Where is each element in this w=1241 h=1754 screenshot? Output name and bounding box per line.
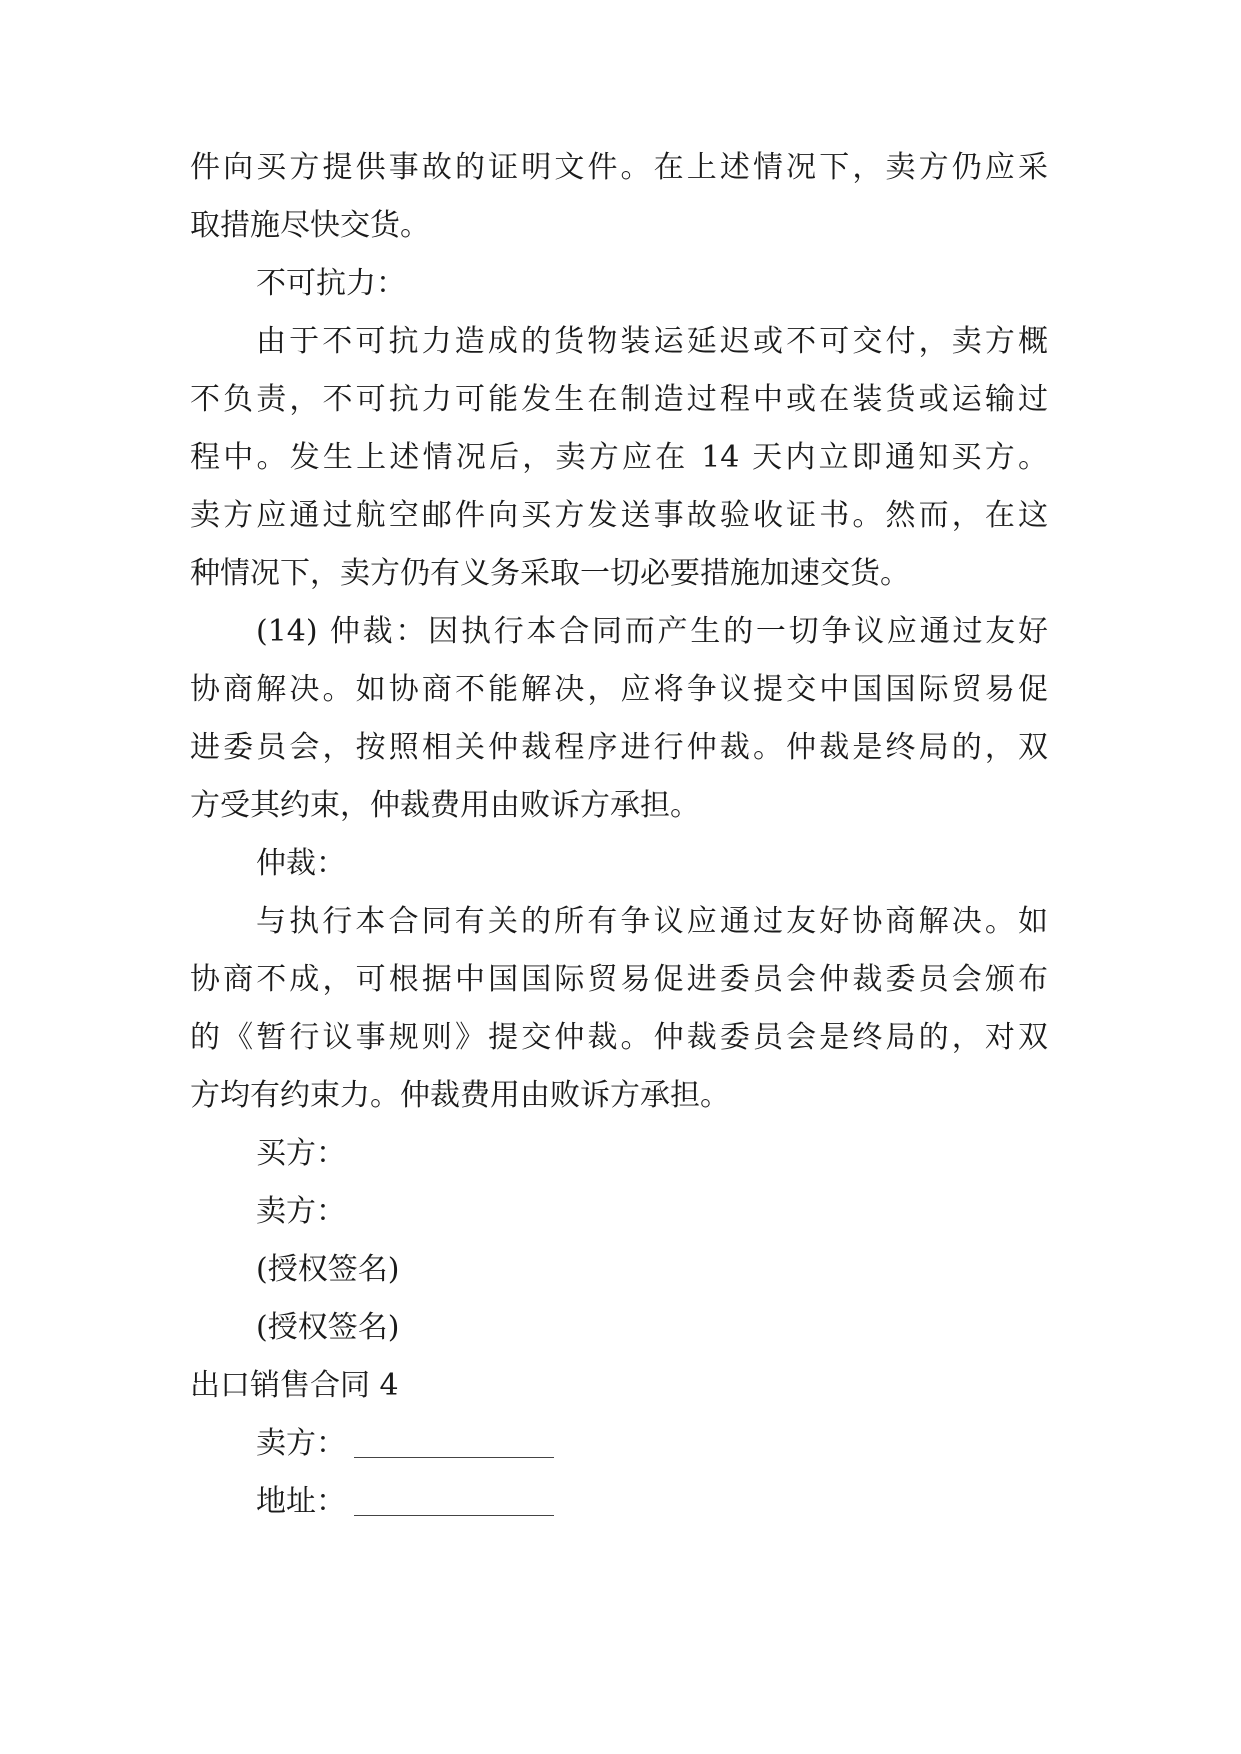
paragraph-line: 的《暂行议事规则》提交仲裁。仲裁委员会是终局的，对双 [190,1020,1048,1055]
paragraph-line: 由于不可抗力造成的货物装运延迟或不可交付，卖方概 [256,324,1048,359]
paragraph-line: 种情况下，卖方仍有义务采取一切必要措施加速交货。 [190,556,910,591]
paragraph-line: 程中。发生上述情况后，卖方应在 14 天内立即通知买方。 [190,440,1048,475]
contract-title: 出口销售合同 4 [190,1368,399,1403]
buyer-label: 买方： [256,1136,346,1171]
seller-field [256,1424,554,1464]
seller-label: 卖方： [256,1194,346,1229]
paragraph-line: 方均有约束力。仲裁费用由败诉方承担。 [190,1078,730,1113]
seller-blank-line [354,1433,554,1458]
paragraph-line: (14) 仲裁：因执行本合同而产生的一切争议应通过友好 [256,614,1048,649]
paragraph-line: 进委员会，按照相关仲裁程序进行仲裁。仲裁是终局的，双 [190,730,1048,765]
paragraph-line: 方受其约束，仲裁费用由败诉方承担。 [190,788,700,823]
address-field-label: 地址： [256,1484,346,1519]
signature-label: (授权签名) [256,1252,400,1287]
section-heading: 仲裁： [256,846,346,881]
address-blank-line [354,1491,554,1516]
section-heading: 不可抗力： [256,266,406,301]
paragraph-line: 协商不成，可根据中国国际贸易促进委员会仲裁委员会颁布 [190,962,1048,997]
signature-label: (授权签名) [256,1310,400,1345]
address-field [256,1482,554,1522]
seller-field-label: 卖方： [256,1426,346,1461]
paragraph-line: 与执行本合同有关的所有争议应通过友好协商解决。如 [256,904,1048,939]
paragraph-line: 卖方应通过航空邮件向买方发送事故验收证书。然而，在这 [190,498,1048,533]
paragraph-line: 不负责，不可抗力可能发生在制造过程中或在装货或运输过 [190,382,1048,417]
paragraph-line: 协商解决。如协商不能解决，应将争议提交中国国际贸易促 [190,672,1048,707]
paragraph-line: 件向买方提供事故的证明文件。在上述情况下，卖方仍应采 [190,150,1048,185]
paragraph-line: 取措施尽快交货。 [190,208,430,243]
